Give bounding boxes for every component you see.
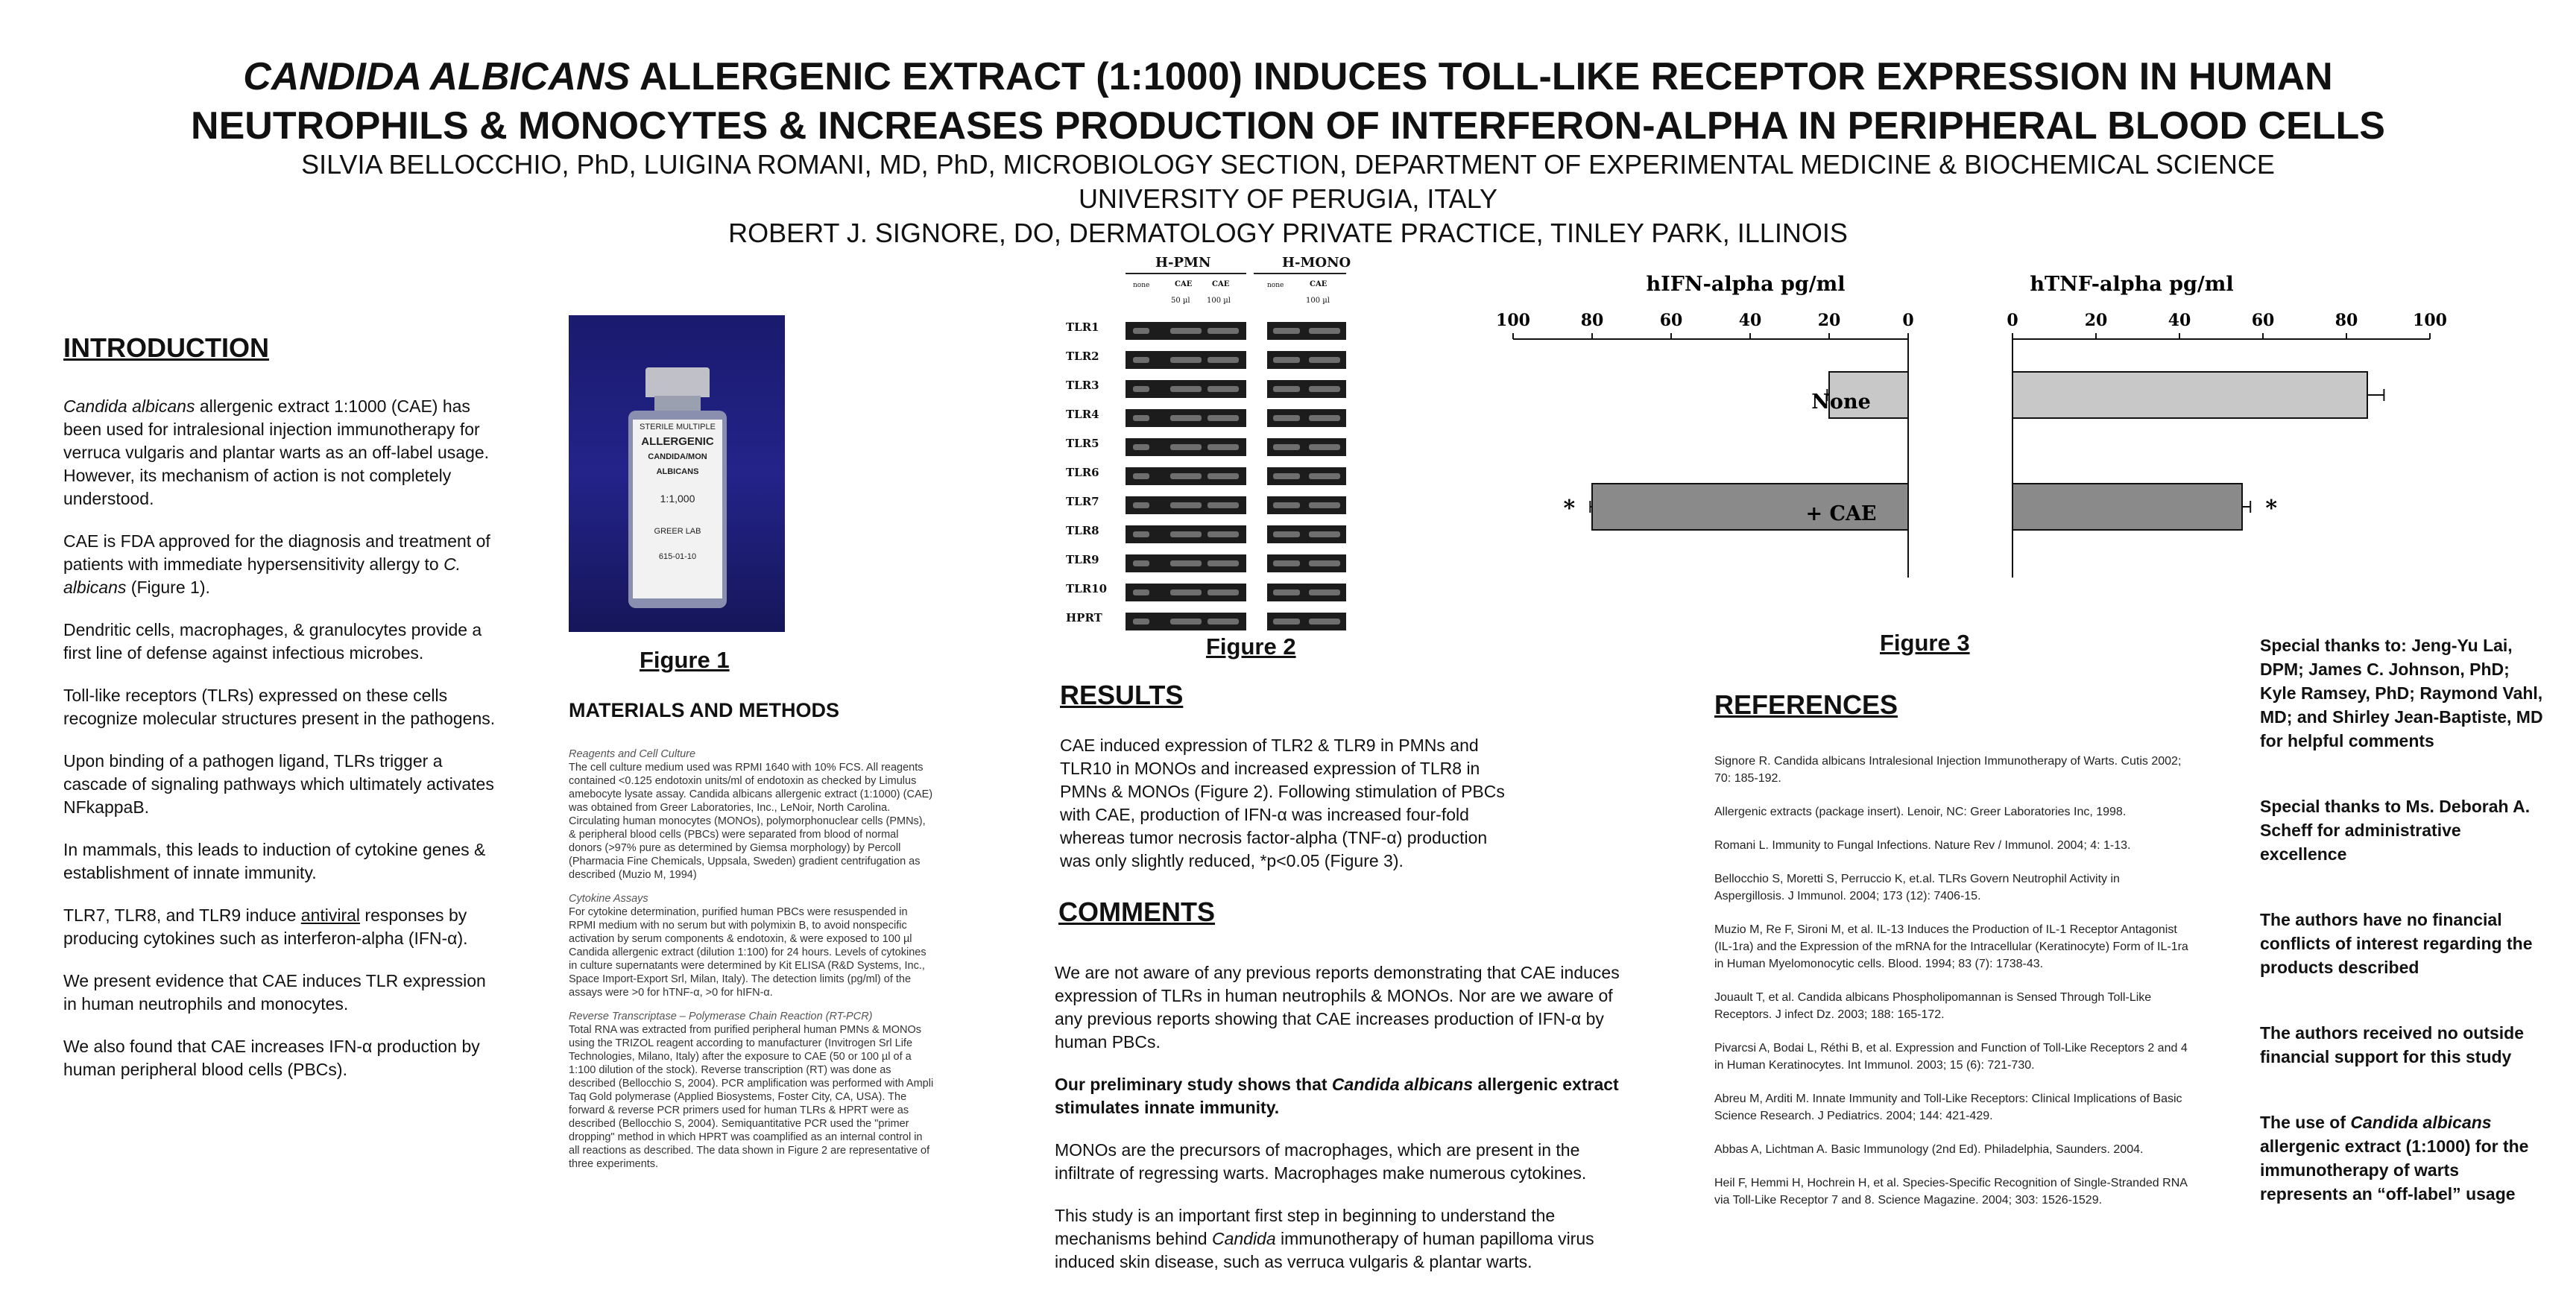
x-tick-label: 20 [2084, 311, 2108, 330]
off-label-note: The use of Candida albicans allergenic extract (1:1000) for the immunotherapy of warts represents an “off-label” usage [2260, 1113, 2529, 1204]
gel-lane-label: CAE [1310, 280, 1328, 288]
gel-band [1170, 415, 1202, 421]
gel-band [1133, 444, 1149, 450]
comments-paragraph-1: We are not aware of any previous reports demonstrating that CAE induces expression of TLRs in human neutrophils & MONOs. Nor are we aware of any previous reports showing that CAE increases production of IFN-α by human PBCs. [1055, 963, 1620, 1052]
figure-2-gel [1066, 253, 1371, 633]
intro-paragraph-4: Toll-like receptors (TLRs) expressed on these cells recognize molecular structures present in the pathogens. [63, 686, 496, 728]
x-tick-label: 0 [1902, 311, 1914, 330]
vial-label-line: GREER LAB [654, 527, 701, 536]
acknowledgement-1: Special thanks to: Jeng-Yu Lai, DPM; James C. Johnson, PhD; Kyle Ramsey, PhD; Raymond Vahl, MD; and Shirley Jean-Baptiste, MD for helpful comments [2260, 636, 2543, 750]
bar-tnf-1 [2012, 484, 2242, 530]
vial-label-line: ALLERGENIC [641, 435, 714, 448]
poster-title-line-2: NEUTROPHILS & MONOCYTES & INCREASES PRODUCTION OF INTERFERON-ALPHA IN PERIPHERAL BLOOD CELLS [191, 104, 2385, 148]
vial-label-line: STERILE MULTIPLE [640, 423, 716, 431]
chart-left-title: hIFN-alpha pg/ml [1646, 273, 1846, 296]
comments-body [1055, 961, 1636, 1293]
gel-lane-label: none [1133, 282, 1150, 289]
gel-band [1170, 589, 1202, 595]
reference-item: Abbas A, Lichtman A. Basic Immunology (2nd Ed). Philadelphia, Saunders. 2004. [1714, 1143, 2144, 1156]
gel-band [1273, 357, 1300, 363]
gel-band [1133, 502, 1149, 508]
gel-band [1208, 560, 1239, 566]
gel-band [1309, 502, 1340, 508]
gel-group-pmn: H-PMN [1155, 255, 1211, 271]
gel-row-label: TLR10 [1066, 582, 1108, 595]
reference-item: Muzio M, Re F, Sironi M, et al. IL-13 Induces the Production of IL-1 Receptor Antagonist (IL-1ra) and the Expression of the mRNA for the Intracellular (Keratinocyte) Form of IL-1ra in Human Myelomonocytic cells. Blood. 1994; 83 (7): 1738-43. [1714, 923, 2188, 970]
gel-lane-label: CAE [1175, 280, 1193, 288]
x-tick-label: 60 [2251, 311, 2275, 330]
comments-paragraph-3: MONOs are the precursors of macrophages, which are present in the infiltrate of regressing warts. Macrophages make numerous cytokines. [1055, 1140, 1587, 1183]
chart-marks [1496, 311, 2447, 578]
gel-row-label: TLR2 [1066, 350, 1099, 363]
intro-paragraph-3: Dendritic cells, macrophages, & granulocytes provide a first line of defense against infectious microbes. [63, 620, 482, 663]
gel-group-divider [1254, 273, 1346, 274]
figure-2-caption: Figure 2 [1206, 633, 1296, 660]
results-heading: RESULTS [1060, 680, 1184, 710]
vial-label [633, 420, 722, 598]
authors-line-3: ROBERT J. SIGNORE, DO, DERMATOLOGY PRIVATE PRACTICE, TINLEY PARK, ILLINOIS [728, 218, 1848, 248]
gel-band [1309, 328, 1340, 334]
gel-lane-label: none [1267, 282, 1284, 289]
reference-item: Bellocchio S, Moretti S, Perruccio K, et.al. TLRs Govern Neutrophil Activity in Aspergillosis. J Immunol. 2004; 173 (12): 7406-15. [1714, 873, 2120, 902]
gel-band [1208, 357, 1239, 363]
authors-line-1: SILVIA BELLOCCHIO, PhD, LUIGINA ROMANI, MD, PhD, MICROBIOLOGY SECTION, DEPARTMENT OF EXPERIMENTAL MEDICINE & BIOCHEMICAL SCIENCE [301, 149, 2275, 180]
gel-band [1273, 328, 1300, 334]
gel-row-label: TLR6 [1066, 466, 1099, 479]
gel-band [1309, 415, 1340, 421]
category-label-cae: + CAE [1805, 502, 1877, 525]
x-tick-label: 40 [2168, 311, 2191, 330]
reference-item: Jouault T, et al. Candida albicans Phospholipomannan is Sensed Through Toll-Like Receptors. J infect Dz. 2003; 188: 165-172. [1714, 991, 2152, 1021]
comments-paragraph-2: Our preliminary study shows that Candida albicans allergenic extract stimulates innate immunity. [1055, 1075, 1619, 1117]
references-list [1714, 753, 2191, 1225]
intro-paragraph-9: We also found that CAE increases IFN-α production by human peripheral blood cells (PBCs). [63, 1037, 480, 1079]
gel-band [1170, 328, 1202, 334]
methods-subheading-3: Reverse Transcriptase – Polymerase Chain Reaction (RT-PCR) [569, 1011, 873, 1022]
intro-paragraph-5: Upon binding of a pathogen ligand, TLRs trigger a cascade of signaling pathways which ultimately activates NFkappaB. [63, 751, 494, 817]
gel-band [1309, 619, 1340, 625]
gel-band [1133, 386, 1149, 392]
introduction-heading: INTRODUCTION [63, 332, 269, 363]
reference-item: Romani L. Immunity to Fungal Infections. Nature Rev / Immunol. 2004; 4: 1-13. [1714, 839, 2131, 852]
gel-band [1208, 619, 1239, 625]
vial-label-line: 615-01-10 [658, 552, 697, 561]
methods-body [569, 747, 934, 1181]
gel-band [1208, 589, 1239, 595]
gel-band [1133, 589, 1149, 595]
gel-band [1309, 531, 1340, 537]
methods-paragraph-1: The cell culture medium used was RPMI 1640 with 10% FCS. All reagents contained <0.125 endotoxin units/ml of endotoxin as checked by Limulus amebocyte lysate assay. Candida albicans allergenic extract (1:1000) (CAE) was obtained from Greer Laboratories, Inc., LeNoir, North Carolina. Circulating human monocytes (MONOs), polymorphonuclear cells (PMNs), & peripheral blood cells (PBCs) were separated from blood of normal donors (>97% pure as determined by Giemsa morphology) by Percoll (Pharmacia Fine Chemicals, Uppsala, Sweden) gradient centrifugation as described (Muzio M, 1994) [569, 762, 933, 881]
methods-heading: MATERIALS AND METHODS [569, 699, 839, 721]
gel-band [1273, 386, 1300, 392]
introduction-body [63, 395, 496, 1101]
gel-band [1133, 415, 1149, 421]
gel-row-label: TLR3 [1066, 379, 1099, 392]
figure-1-caption: Figure 1 [640, 647, 730, 673]
x-tick-label: 80 [1580, 311, 1604, 330]
comments-heading: COMMENTS [1058, 897, 1215, 927]
gel-band [1170, 502, 1202, 508]
significance-star: * [1563, 496, 1576, 522]
intro-paragraph-1: Candida albicans allergenic extract 1:1000 (CAE) has been used for intralesional injection immunotherapy for verruca vulgaris and plantar warts as an off-label usage. However, its mechanism of action is not completely understood. [63, 396, 490, 508]
disclosure-funding: The authors received no outside financial support for this study [2260, 1023, 2525, 1066]
gel-row-label: TLR5 [1066, 437, 1099, 450]
gel-band [1208, 386, 1239, 392]
gel-band [1309, 589, 1340, 595]
methods-subheading-2: Cytokine Assays [569, 893, 648, 905]
intro-paragraph-7: TLR7, TLR8, and TLR9 induce antiviral responses by producing cytokines such as interferon-alpha (IFN-α). [63, 905, 468, 948]
bar-tnf-0 [2012, 372, 2367, 418]
gel-band [1273, 473, 1300, 479]
gel-band [1273, 415, 1300, 421]
reference-item: Heil F, Hemmi H, Hochrein H, et al. Species-Specific Recognition of Single-Stranded RNA via Toll-Like Receptor 7 and 8. Science Magazine. 2004; 303: 1526-1529. [1714, 1177, 2188, 1207]
gel-dose-label: 100 µl [1207, 297, 1231, 305]
x-tick-label: 40 [1738, 311, 1762, 330]
x-tick-label: 100 [1496, 311, 1530, 330]
gel-band [1309, 560, 1340, 566]
gel-band [1170, 444, 1202, 450]
reference-item: Abreu M, Arditi M. Innate Immunity and Toll-Like Receptors: Clinical Implications of Basic Science Research. J Pediatrics. 2004; 144: 421-429. [1714, 1093, 2182, 1122]
gel-band [1170, 531, 1202, 537]
gel-row-label: TLR7 [1066, 495, 1099, 508]
gel-band [1170, 619, 1202, 625]
vial-cap [645, 367, 710, 397]
gel-band [1273, 531, 1300, 537]
title-organism: CANDIDA ALBICANS [243, 55, 631, 98]
figure-3-caption: Figure 3 [1880, 630, 1970, 656]
intro-paragraph-2: CAE is FDA approved for the diagnosis and treatment of patients with immediate hypersensitivity allergy to C. albicans (Figure 1). [63, 531, 490, 597]
gel-band [1133, 473, 1149, 479]
gel-band [1133, 328, 1149, 334]
acknowledgements [2260, 633, 2543, 1248]
disclosure-conflicts: The authors have no financial conflicts of interest regarding the products described [2260, 910, 2533, 977]
gel-band [1309, 357, 1340, 363]
gel-dose-label: 100 µl [1306, 297, 1330, 305]
gel-band [1133, 619, 1149, 625]
results-text: CAE induced expression of TLR2 & TLR9 in PMNs and TLR10 in MONOs and increased expression of TLR8 in PMNs & MONOs (Figure 2). Following stimulation of PBCs with CAE, production of IFN-α was increased four-fold whereas tumor necrosis factor-alpha (TNF-α) production was only slightly reduced, *p<0.05 (Figure 3). [1060, 736, 1505, 870]
gel-band [1309, 444, 1340, 450]
gel-band [1170, 560, 1202, 566]
reference-item: Pivarcsi A, Bodai L, Réthi B, et al. Expression and Function of Toll-Like Receptors 2 and 4 in Human Keratinocytes. Int Immunol. 2003; 15 (6): 721-730. [1714, 1042, 2188, 1072]
gel-band [1133, 531, 1149, 537]
x-tick-label: 60 [1659, 311, 1683, 330]
chart-right-title: hTNF-alpha pg/ml [2030, 273, 2234, 296]
methods-subheading-1: Reagents and Cell Culture [569, 748, 696, 760]
gel-lane-label: CAE [1212, 280, 1230, 288]
gel-band [1273, 502, 1300, 508]
gel-group-divider [1126, 273, 1246, 274]
methods-paragraph-2: For cytokine determination, purified human PBCs were resuspended in RPMI medium with no serum but with polymixin B, to avoid nonspecific activation by serum components & endotoxin, & were exposed to 100 µl Candida allergenic extract (dilution 1:100) for 24 hours. Levels of cytokines in culture supernatants were determined by Kit ELISA (R&D Systems, Inc., Space Import-Export Srl, Milan, Italy). The detection limits (pg/ml) of the assays were >0 for hTNF-α, >0 for hIFN-α. [569, 906, 926, 999]
gel-band [1208, 328, 1239, 334]
vial-neck [654, 396, 701, 412]
x-tick-label: 100 [2413, 311, 2447, 330]
reference-item: Allergenic extracts (package insert). Lenoir, NC: Greer Laboratories Inc, 1998. [1714, 806, 2127, 818]
reference-item: Signore R. Candida albicans Intralesional Injection Immunotherapy of Warts. Cutis 2002; 70: 185-192. [1714, 755, 2182, 785]
figure-3-chart [1491, 265, 2460, 592]
category-label-none: None [1811, 391, 1871, 414]
gel-band [1133, 357, 1149, 363]
gel-band [1273, 589, 1300, 595]
gel-band [1309, 386, 1340, 392]
gel-row-label: TLR1 [1066, 320, 1099, 334]
gel-band [1208, 415, 1239, 421]
vial-label-line: 1:1,000 [660, 493, 695, 505]
gel-band [1208, 531, 1239, 537]
x-tick-label: 0 [2007, 311, 2018, 330]
figure-1-vial-photo [569, 315, 785, 632]
gel-dose-label: 50 µl [1171, 297, 1190, 305]
gel-band [1208, 444, 1239, 450]
vial-label-line: ALBICANS [656, 467, 699, 476]
x-tick-label: 80 [2334, 311, 2358, 330]
methods-paragraph-3: Total RNA was extracted from purified peripheral human PMNs & MONOs using the TRIZOL reagent according to manufacturer (Invitrogen Srl Life Technologies, Milano, Italy) after the exposure to CAE (50 or 100 µl of a 1:100 dilution of the stock). Reverse transcription (RT) was done as described (Bellocchio S, 2004). PCR amplification was performed with Ampli Taq Gold polymerase (Applied Biosystems, Foster City, CA, USA). The forward & reverse PCR primers used for human TLRs & HPRT were as described (Bellocchio S, 2004). Semiquantitative PCR used the "primer dropping" method in which HPRT was coamplified as an internal control in all reactions as described. The data shown in Figure 2 are representative of three experiments. [569, 1024, 934, 1170]
gel-band [1170, 473, 1202, 479]
gel-band [1309, 473, 1340, 479]
intro-paragraph-6: In mammals, this leads to induction of cytokine genes & establishment of innate immunity. [63, 840, 486, 882]
significance-star: * [2265, 496, 2278, 522]
gel-row-label: HPRT [1066, 611, 1102, 625]
acknowledgement-2: Special thanks to Ms. Deborah A. Scheff for administrative excellence [2260, 797, 2531, 864]
gel-band [1133, 560, 1149, 566]
gel-band [1273, 619, 1300, 625]
poster-title-line-1 [0, 52, 2576, 101]
gel-row-label: TLR8 [1066, 524, 1099, 537]
gel-band [1273, 560, 1300, 566]
x-tick-label: 20 [1817, 311, 1841, 330]
authors-line-2: UNIVERSITY OF PERUGIA, ITALY [1078, 183, 1498, 214]
gel-band [1170, 357, 1202, 363]
gel-band [1208, 473, 1239, 479]
gel-row-label: TLR4 [1066, 408, 1099, 421]
title-line-1-text: ALLERGENIC EXTRACT (1:1000) INDUCES TOLL-LIKE RECEPTOR EXPRESSION IN HUMAN [630, 55, 2333, 98]
gel-band [1273, 444, 1300, 450]
references-heading: REFERENCES [1714, 689, 1898, 720]
gel-group-mono: H-MONO [1282, 255, 1351, 271]
vial-label-line: CANDIDA/MON [648, 452, 707, 461]
gel-band [1208, 502, 1239, 508]
gel-row-label: TLR9 [1066, 553, 1099, 566]
intro-paragraph-8: We present evidence that CAE induces TLR expression in human neutrophils and monocytes. [63, 971, 486, 1014]
comments-paragraph-4: This study is an important first step in beginning to understand the mechanisms behind Candida immunotherapy of human papilloma virus induced skin disease, such as verruca vulgaris & plantar warts. [1055, 1206, 1594, 1271]
gel-band [1170, 386, 1202, 392]
